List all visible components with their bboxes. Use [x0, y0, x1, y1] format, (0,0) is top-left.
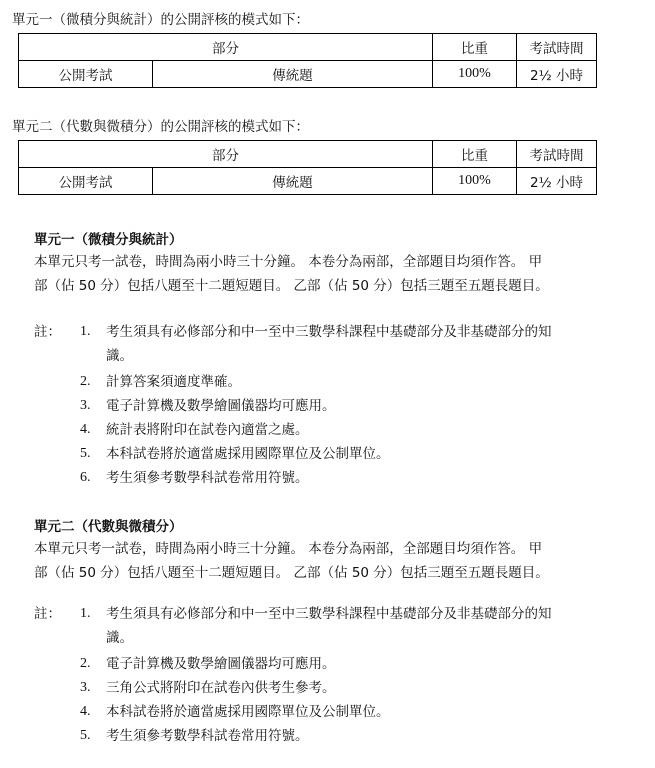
- unit2-table-caption: 單元二（代數與微積分）的公開評核的模式如下：: [12, 119, 309, 135]
- description-line: 部（佔 50 分）包括八題至十二題短題目。 乙部（佔 50 分）包括三題至五題長題目。: [34, 278, 549, 294]
- cell-paper: 傳統題: [153, 168, 433, 195]
- note-text-continued: 識。: [106, 348, 133, 364]
- unit1-table-caption: 單元一（微積分與統計）的公開評核的模式如下：: [12, 12, 309, 28]
- header-part: 部分: [19, 141, 433, 168]
- header-weight: 比重: [433, 141, 517, 168]
- note-number: 2.: [80, 656, 91, 671]
- note-number: 1.: [80, 606, 91, 621]
- cell-weight: 100%: [433, 61, 517, 88]
- unit1-description: [34, 250, 640, 298]
- note-number: 5.: [80, 446, 91, 461]
- table-header-row: [19, 141, 597, 168]
- table-row: [19, 61, 597, 88]
- note-text: 考生須參考數學科試卷常用符號。: [106, 470, 309, 486]
- note-text: 統計表將附印在試卷內適當之處。: [106, 422, 309, 438]
- header-time: 考試時間: [517, 141, 597, 168]
- description-line: 本單元只考一試卷，時間為兩小時三十分鐘。 本卷分為兩部，全部題目均須作答。 甲: [34, 541, 543, 557]
- notes-label: 註：: [34, 324, 61, 340]
- cell-time: 2½ 小時: [517, 61, 597, 88]
- table-row: [19, 168, 597, 195]
- note-number: 3.: [80, 398, 91, 413]
- header-part: 部分: [19, 34, 433, 61]
- note-number: 1.: [80, 324, 91, 339]
- unit2-heading: 單元二（代數與微積分）: [34, 519, 183, 535]
- note-number: 6.: [80, 470, 91, 485]
- unit1-assessment-table: [18, 33, 597, 88]
- note-text-continued: 識。: [106, 630, 133, 646]
- note-text: 三角公式將附印在試卷內供考生參考。: [106, 680, 336, 696]
- unit1-heading: 單元一（微積分與統計）: [34, 232, 183, 248]
- description-line: 本單元只考一試卷，時間為兩小時三十分鐘。 本卷分為兩部，全部題目均須作答。 甲: [34, 254, 543, 270]
- note-text: 電子計算機及數學繪圖儀器均可應用。: [106, 656, 336, 672]
- table-header-row: [19, 34, 597, 61]
- unit2-assessment-table: [18, 140, 597, 195]
- note-number: 2.: [80, 374, 91, 389]
- header-weight: 比重: [433, 34, 517, 61]
- cell-weight: 100%: [433, 168, 517, 195]
- note-text: 電子計算機及數學繪圖儀器均可應用。: [106, 398, 336, 414]
- note-number: 4.: [80, 704, 91, 719]
- note-text: 本科試卷將於適當處採用國際單位及公制單位。: [106, 446, 390, 462]
- note-text: 考生須參考數學科試卷常用符號。: [106, 728, 309, 744]
- note-number: 3.: [80, 680, 91, 695]
- note-number: 4.: [80, 422, 91, 437]
- note-text: 考生須具有必修部分和中一至中三數學科課程中基礎部分及非基礎部分的知: [106, 606, 552, 622]
- note-number: 5.: [80, 728, 91, 743]
- cell-component: 公開考試: [19, 168, 153, 195]
- header-time: 考試時間: [517, 34, 597, 61]
- note-text: 考生須具有必修部分和中一至中三數學科課程中基礎部分及非基礎部分的知: [106, 324, 552, 340]
- description-line: 部（佔 50 分）包括八題至十二題短題目。 乙部（佔 50 分）包括三題至五題長題目。: [34, 565, 549, 581]
- cell-paper: 傳統題: [153, 61, 433, 88]
- note-text: 本科試卷將於適當處採用國際單位及公制單位。: [106, 704, 390, 720]
- cell-component: 公開考試: [19, 61, 153, 88]
- unit2-description: [34, 537, 640, 585]
- note-text: 計算答案須適度準確。: [106, 374, 241, 390]
- cell-time: 2½ 小時: [517, 168, 597, 195]
- notes-label: 註：: [34, 606, 61, 622]
